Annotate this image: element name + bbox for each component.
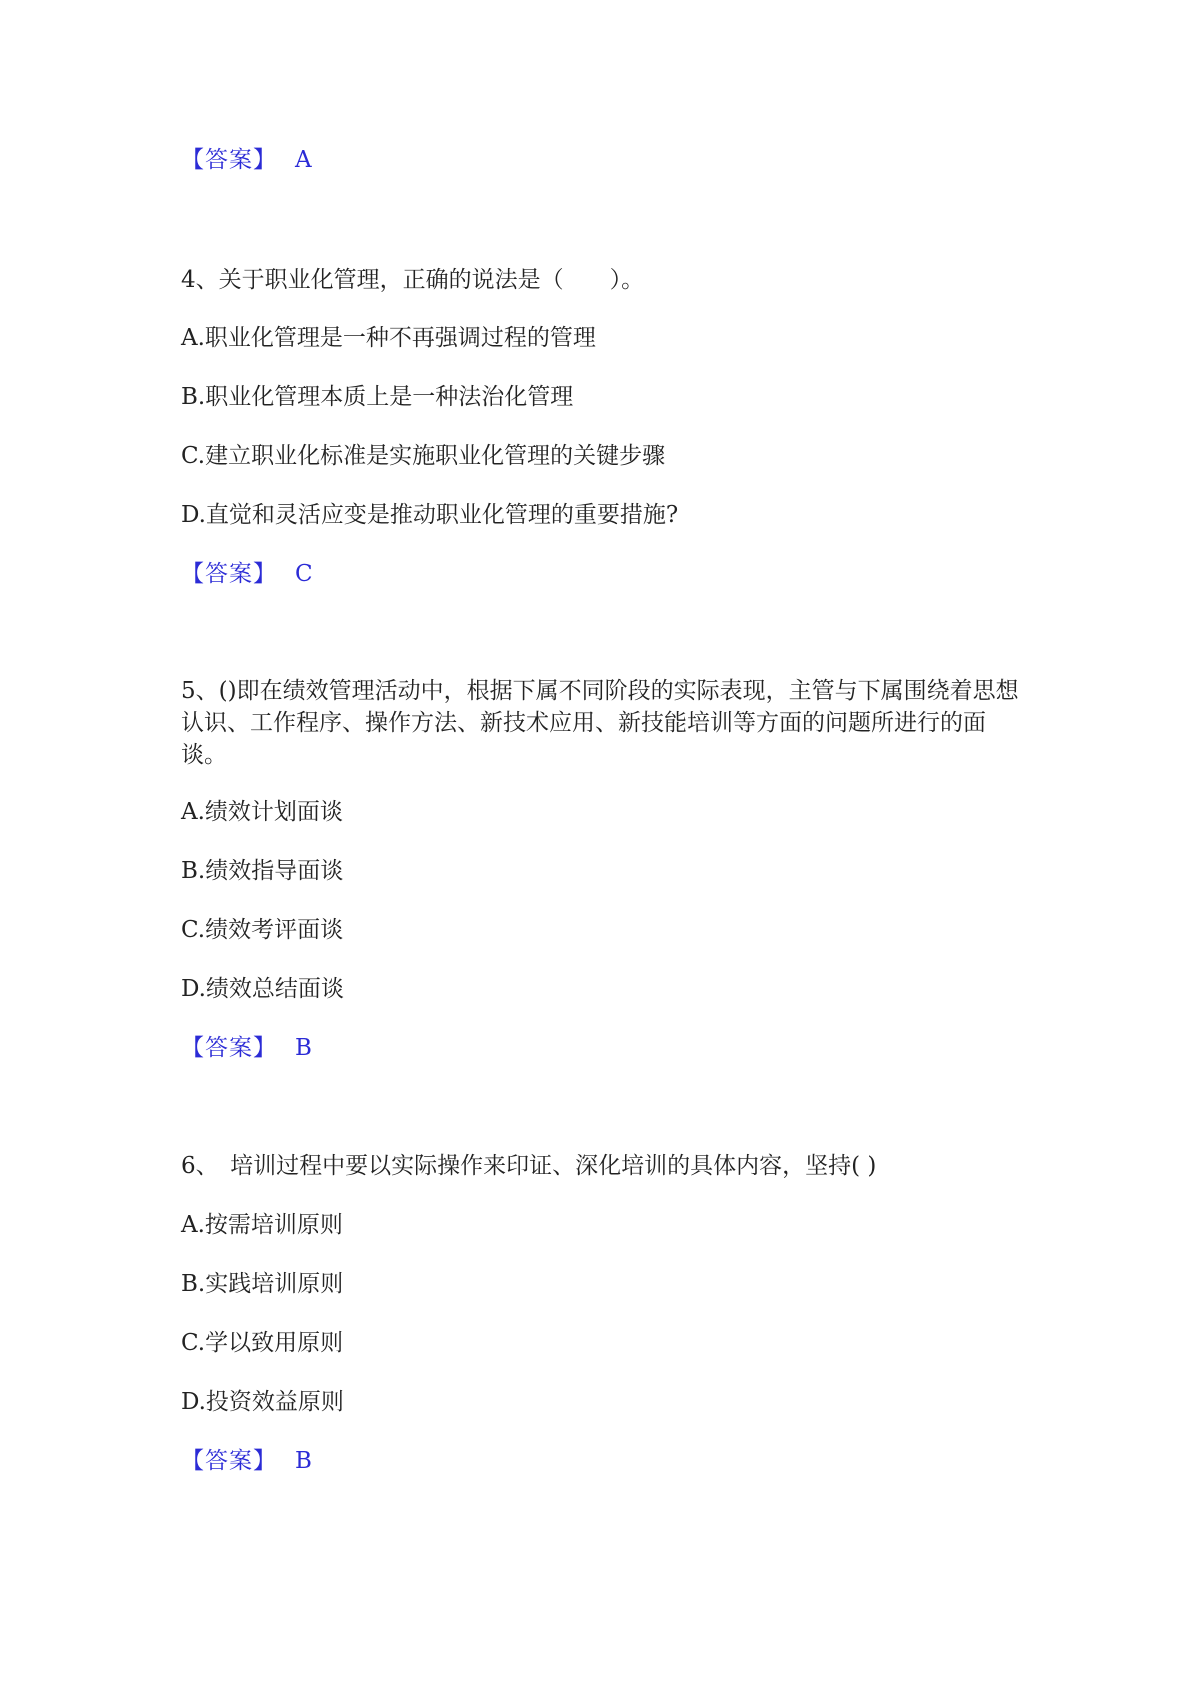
- answer-value: C: [295, 561, 313, 587]
- answer-label: 【答案】: [181, 147, 277, 173]
- q6-option-a: A.按需培训原则: [181, 1212, 343, 1238]
- q6-stem: 6、 培训过程中要以实际操作来印证、深化培训的具体内容，坚持( ): [181, 1153, 877, 1179]
- q4-option-a: A.职业化管理是一种不再强调过程的管理: [181, 325, 596, 351]
- q4-option-d: D.直觉和灵活应变是推动职业化管理的重要措施?: [181, 502, 679, 528]
- q5-answer: [181, 1032, 312, 1064]
- q5-option-d: D.绩效总结面谈: [181, 976, 344, 1002]
- q6-option-c: C.学以致用原则: [181, 1330, 344, 1356]
- answer-label: 【答案】: [181, 1035, 277, 1061]
- q5-option-c: C.绩效考评面谈: [181, 917, 344, 943]
- q3-answer: [181, 144, 312, 176]
- answer-value: B: [295, 1035, 312, 1061]
- q4-option-c: C.建立职业化标准是实施职业化管理的关键步骤: [181, 443, 666, 469]
- q4-option-b: B.职业化管理本质上是一种法治化管理: [181, 384, 574, 410]
- answer-value: A: [295, 147, 312, 173]
- q5-option-b: B.绩效指导面谈: [181, 858, 344, 884]
- q4-stem: 4、关于职业化管理，正确的说法是（ ）。: [181, 267, 645, 293]
- q6-option-d: D.投资效益原则: [181, 1389, 344, 1415]
- q6-option-b: B.实践培训原则: [181, 1271, 344, 1297]
- q5-stem: 5、()即在绩效管理活动中，根据下属不同阶段的实际表现，主管与下属围绕着思想认识、工作程序、操作方法、新技术应用、新技能培训等方面的问题所进行的面谈。: [181, 678, 1019, 768]
- q4-answer: [181, 558, 313, 590]
- answer-label: 【答案】: [181, 561, 277, 587]
- answer-label: 【答案】: [181, 1448, 277, 1474]
- answer-value: B: [295, 1448, 312, 1474]
- q5-option-a: A.绩效计划面谈: [181, 799, 343, 825]
- q6-answer: [181, 1445, 312, 1477]
